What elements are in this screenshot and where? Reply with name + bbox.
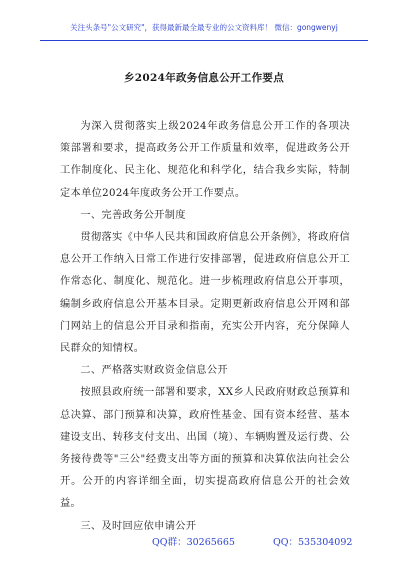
section-heading: 一、完善政务公开制度 <box>80 209 186 221</box>
intro-paragraph: 为深入贯彻落实上级2024年政务信息公开工作的各项决策部署和要求，提高政务公开工作质量和效率，促进政务公开工作制度化、民主化、规范化和科学化，结合我乡实际，特制定本单位2024年度政务公开工作要点。 <box>60 121 350 199</box>
section-paragraph: 按照县政府统一部署和要求，XX乡人民政府财政总预算和总决算、部门预算和决算，政府性基金、国有资本经营、基本建设支出、转移支付支出、出国（境）、车辆购置及运行费、公务接待费等"三公"经费支出等方面的预算和决算依法向社会公开。公开的内容详细全面，切实提高政府信息公开的社会效益。 <box>60 387 350 510</box>
section-paragraph: 贯彻落实《中华人民共和国政府信息公开条例》，将政府信息公开工作纳入日常工作进行安排部署，促进政府信息公开工作常态化、制度化、规范化。进一步梳理政府信息公开事项，编制乡政府信息公开基本目录。定期更新政府信息公开网和部门网站上的信息公开目录和指南，充实公开内容，充分保障人民群众的知情权。 <box>60 232 350 355</box>
section-heading: 三、及时回应依申请公开 <box>80 520 197 532</box>
footer-qq-group: QQ群：30265665 <box>152 537 235 548</box>
header-banner: 关注头条号"公文研究"，获得最新最全最专业的公文资料库！ 微信：gongwenyj <box>70 23 338 32</box>
document-title: 乡2024年政务信息公开工作要点 <box>123 72 285 84</box>
footer-contacts <box>152 534 352 548</box>
footer-qq: QQ：535304092 <box>272 537 353 548</box>
section-heading: 二、严格落实财政资金信息公开 <box>80 365 228 377</box>
document-body <box>60 116 350 538</box>
header-divider <box>40 40 368 41</box>
